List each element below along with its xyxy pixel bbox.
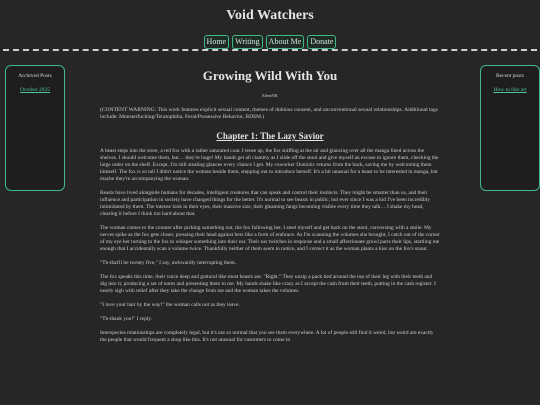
- story-paragraph: "Th-that'll be twenty five," I say, awkwardly interrupting them.: [100, 260, 237, 266]
- nav-about-me-link[interactable]: About Me: [266, 35, 305, 49]
- recent-posts-sidebar: [480, 65, 540, 191]
- archive-october-2025-link[interactable]: October 2025: [19, 87, 51, 93]
- story-paragraph: A beast steps into the store, a red fox with a rather saturated coat. I tense up, the fox sniffing at the air and glancing over all the manga lined across the shelves. I should welcome them, but… they're huge! My hands get all clammy as I slide off the stool and give myself an excuse to ignore them, checking the large order on the shelf. Except, I'm still stealing glances every chance I get. My coworker Dominic returns from the back, saving me by welcoming them himself. The fox is so tall I didn't notice the woman beside them, stepping out to introduce herself. It's a bit unusual for a beast to be interested in manga, but maybe they're accompanying the woman.: [100, 148, 439, 182]
- story-paragraph: The woman comes to the counter after picking something out, the fox following her. I steel myself and get back on the stool, conversing with a smile. My nerves spike as the fox gets closer, pressing their head against hers like a form of embrace. As I'm scanning the volumes she brought, I catch out of the corner of my eye her turning to the fox to whisper something into their ear. Their ear twitches in response and a small affectionate growl parts their lips, startling me enough that I accidentally scan a volume twice. Thankfully neither of them seem to notice, and I correct it as the woman plants a kiss on the fox's snout.: [100, 225, 440, 252]
- header-divider: [3, 49, 537, 51]
- post-content: [100, 68, 440, 405]
- main-nav: [0, 35, 540, 49]
- archived-posts-title: Archived Posts: [18, 73, 52, 79]
- recent-posts-title: Recent posts: [496, 73, 524, 79]
- story-paragraph: "Th-thank you!" I reply.: [100, 316, 152, 322]
- nav-writing-link[interactable]: Writing: [232, 35, 263, 49]
- post-title: Growing Wild With You: [202, 68, 338, 83]
- nav-donate-link[interactable]: Donate: [307, 35, 336, 49]
- archived-posts-sidebar: [5, 65, 65, 191]
- story-paragraph: "I love your hair by the way!" the woman calls out as they leave.: [100, 302, 240, 308]
- story-paragraph: Beasts have lived alongside humans for decades, intelligent creatures that can speak and control their instincts. They might be smarter than us, and their influence and participation in society have changed things for the better. It's normal to see beasts in public, but ever since I was a kid I've been incredibly intimidated by them. The intense look in their eyes, their massive size, their gleaming fangs becoming visible every time they talk… I shake my head, clearing it before I think too hard about that.: [100, 190, 430, 217]
- post-author: EdenNK: [262, 93, 278, 98]
- story-paragraph: Interspecies relationships are completely legal, but it's not so normal that you see them everywhere. A lot of people still find it weird, but weird are exactly the people that would frequent a shop like this. It's not unusual for customers to come in: [100, 330, 434, 343]
- site-title: Void Watchers: [226, 8, 314, 23]
- chapter-heading: Chapter 1: The Lazy Savior: [216, 131, 324, 141]
- nav-home-link[interactable]: Home: [204, 35, 230, 49]
- content-warning: (CONTENT WARNING: This work features explicit sexual content, themes of dubious consent, and unconventional sexual relationships. Additional tags include: Monsterfucking/Teratophilia, Feral/Possessive Behavior, BDSM.): [100, 107, 438, 120]
- story-paragraph: The fox speaks this time, their voice deep and guttural like most beasts are. "Right." They unzip a pack tied around the top of their leg with their teeth and dig into it, producing a set of notes and presenting them to me. My hands shake like crazy as I accept the cash from their teeth, putting in the cash register. I nearly sigh with relief after they take the change from me and the woman takes the volumes.: [100, 274, 436, 294]
- recent-post-link[interactable]: How to like art: [493, 87, 527, 93]
